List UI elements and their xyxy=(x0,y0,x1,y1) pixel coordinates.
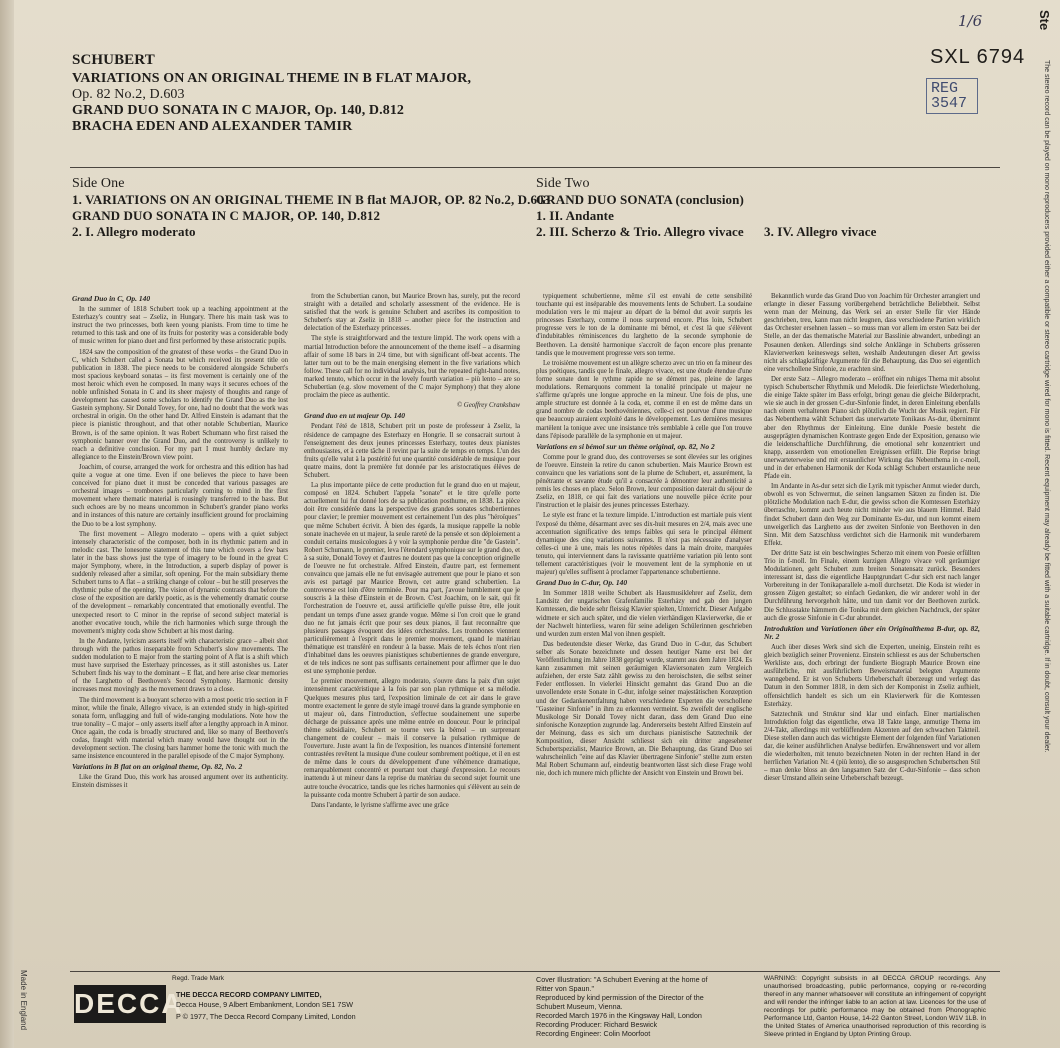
notes-heading: Grand duo en ut majeur Op. 140 xyxy=(304,411,406,421)
side-two-track-1: 1. II. Andante xyxy=(536,208,614,223)
credits xyxy=(536,975,756,1038)
notes-column-1 xyxy=(72,293,288,965)
side-two-title: GRAND DUO SONATA (conclusion) xyxy=(536,192,744,207)
credit-line: Cover Illustration: "A Schubert Evening at the home of xyxy=(536,975,708,984)
notes-column-2 xyxy=(304,293,520,965)
divider-bottom xyxy=(70,971,1000,972)
notes-paragraph: In the Andante, lyricism asserts itself with characteristic grace – albeit shot through with the pathos inseparable from Schubert's slow movements. The sudden modulation to E major from the starting point of A flat is a shift which must have surprised the Esterhazy princesses, as it still astonishes us. Later Schubert finds his way to the dominant – E flat, and here arise clear memories of the Larghetto of Beethoven's Second Symphony. Harmonic density increases most movingly as the movement draws to a close. xyxy=(72,637,288,694)
side-one-track-1: 1. VARIATIONS ON AN ORIGINAL THEME IN B flat MAJOR, OP. 82 No.2, D.603 xyxy=(72,192,551,207)
notes-heading: Introduktion und Variationen über ein Originalthema B-dur, op. 82, Nr. 2 xyxy=(764,623,980,641)
stamp-reg: REG xyxy=(931,80,959,97)
notes-heading: Grand Duo in C-dur, Op. 140 xyxy=(536,578,628,588)
notes-heading: Grand Duo in C, Op. 140 xyxy=(72,294,151,303)
sleeve-edge xyxy=(0,0,14,1048)
credit-line: Recording Producer: Richard Beswick xyxy=(536,1020,658,1029)
notes-paragraph: Le troisième mouvement est un allègre scherzo avec un trio en fa mineur des plus poétiques, tandis que le finale, allegro vivace, est une étude étendue d'une forme sonate dont le rythme rapide ne se dément pas, pleine de larges modulations. Remarquons comment la tonalité principale ut majeur ne s'affirme qu'après une longue approche en la mineur. Une fois de plus, une ample structure est donnée à la coda, et, comme il en est de même dans un grand nombre de codas beethovéniennes, celle-ci est pourvue d'une musique que beaucoup auraient exploité dans le développement. Les dernières mesures martèlent la tonique avec une insistance très semblable à celle que l'on trouve dans l'épisode parallèle de la symphonie en ut majeur. xyxy=(536,359,752,440)
title-line-2: Op. 82 No.2, D.603 xyxy=(72,87,185,102)
notes-paragraph: The third movement is a buoyant scherzo with a most poetic trio section in F minor, while the finale, Allegro vivace, is an extended study in high-spirited sonata form, unflagging and full of wide-ranging modulations. Note how the true tonality – C major – only asserts itself after a lengthy approach in A minor. Once again, the coda is broadly structured and, like so many of Beethoven's codas, fraught with material which many would have thought out in the development section. The closing bars hammer home the tonic with much the same insistence encountered in the parallel episode of the C major Symphony. xyxy=(72,696,288,761)
notes-paragraph: Satztechnik und Struktur sind klar und einfach. Einer martialischen Introduktion folgt das eigentliche, etwa 18 Takte lange, anmutige Thema im 2/4-Takt, allerdings mit verblüffendem Akzenten auf den schwachen Taktteil. Diese stellen dann auch das wichtigste Element der folgenden fünf Variationen dar, die keiner ausführlichen Analyse bedürfen. Erwähnenswert und vor allem die wiederholten, mit tenuto bezeichneten Noten in der rechten Hand in der herrlichen Variation Nr. 4 (più lento), die so ausgesprochen Schubertschen Stil – man denke bloss an den langsamen Satz der C-dur-Sinfonie – dass schon dieser Umstand allein seine Urheberschaft bezeugt. xyxy=(764,710,980,783)
divider-top xyxy=(70,167,1000,168)
notes-paragraph: The first movement – Allegro moderato – opens with a quiet subject intensely characteristic of the composer, both in its rhythmic pattern and in melodic cast. The lonesome statement of this tune which covers a few bars later in the bass shows just the type of imagery to be found in the great C major Symphony, where, in the Introduction, a superb display of power is suddenly released after a similar, soft opening. For the main subsidiary theme Schubert turns to A flat – a striking change of colour – but he still preserves the rhythmic pulse of the opening. The vision of dynamic contrasts that before the close of the exposition are darkly poetic, as is the vehemently dramatic course of the development – remarkably concentrated that emotionally eventful. The unexpected resort to C minor in the reprise of second subject material is another evocative touch, while the rich harmonies which surge through the movement's mighty coda show Schubert at his most daring. xyxy=(72,530,288,635)
side-one-label: Side One xyxy=(72,176,125,191)
handwritten-mark: 1/6 xyxy=(958,12,983,30)
notes-paragraph: Joachim, of course, arranged the work for orchestra and this edition has had quite a vogue at one time. Even if one believes the piece to have been conceived for piano duet it must be conceded that various passages are orchestral images – trombones particularly coming to mind in the first movement where thematic material is rousingly transferred to the bass. But such echoes are by no means uncommon in Schubert's grander piano works and in instances of this nature are certainly insufficient ground for proclaiming the Duo to be a lost symphony. xyxy=(72,463,288,528)
notes-paragraph: The style is straightforward and the texture limpid. The work opens with a martial Introduction before the announcement of the theme itself – a disarming affair of some 18 bars in 2/4 time, but with significant off-beat accents. The latter turn out to be the main energising element in the five variations which follow. These call for no individual analysis, but the repeated right-hand notes, marked tenuto, which occur in the lovely fourth variation – più lento – are so Schubertian (e.g. slow movement of the C major Symphony) that they alone proclaim the piece as authentic. xyxy=(304,335,520,400)
notes-paragraph: typiquement schubertienne, même s'il est envahi de cette sensibilité touchante qui est inséparable des mouvements lents de Schubert. La soudaine modulation vers le mi majeur au départ de la bémol dut avoir surpris les princesses Esterhazy, comme il nous surprend encore. Plus loin, Schubert progresse vers le ton de la dominante mi bémol, et c'est là que s'élèvent d'indubitables réminiscences du larghetto de la seconde symphonie de Beethoven. La densité harmonique s'accroît de façon encore plus prenante tandis que le mouvement progresse vers son terme. xyxy=(536,293,752,357)
side-two-track-3: 3. IV. Allegro vivace xyxy=(764,224,877,239)
company-address: Decca House, 9 Albert Embankment, London SE1 7SW xyxy=(176,1000,353,1009)
made-in-england: Made in England xyxy=(19,970,28,1031)
title-line-3: GRAND DUO SONATA IN C MAJOR, Op. 140, D.812 xyxy=(72,103,405,118)
notes-paragraph: La plus importante pièce de cette production fut le grand duo en ut majeur, composé en 1824. Schubert l'appela "sonate" et le titre qu'elle porte actuellement lui fut donné lors de sa publication posthume, en 1838. La pièce doit être considérée dans la perspective des grandes sonates schubertiennes pour clavier; le premier mouvement est certainement l'un des plus "héroïques" que même Schubert écrivit. À bien des égards, la musique rappelle la noble sonate inachevée en ut majeur, la seule rareté de la pensée et son déploiement a conduit certains musicologues à y voir la symphonie perdue dite "de Gastein". Robert Schumann, le premier, leva l'étendard symphonique sur le grand duo, et à sa suite, Donald Tovey et d'autres ne doutent pas que la conception originelle de l'oeuvre ne fut orchestrale. Alfred Einstein, d'autre part, est fermement convaincu que jamais elle ne fut envisagée autrement que pour le piano et son avis est partagé par Maurice Brown, cet autre grand schubertien. La controverse est loin d'être terminée. Pour ma part, j'avoue humblement que je souscris à la thèse d'Einstein et de Brown. C'est Joachim, on le sait, qui fit l'orchestration de l'oeuvre et, aussi artificielle qu'elle puisse être, elle jouit pendant un temps d'une assez grande vogue. Même si l'on croit que le grand duo ne fut jamais écrit que pour ses deux pianos, il faut reconnaître que plusieurs passages évoquent des idées orchestrales. Les trombones viennent particulièrement à l'esprit dans le premier mouvement, quand le matériau thématique est transféré en rondeur à la basse. Mais de tels échos n'ont rien d'inhabituel dans les oeuvres pianistiques schubertiennes de grande envergure, et de tels indices ne sont pas suffisants certainement pour affirmer que le duo est une symphonie perdue. xyxy=(304,482,520,676)
side-one-track-2-movement: 2. I. Allegro moderato xyxy=(72,224,196,239)
company-name: THE DECCA RECORD COMPANY LIMITED, xyxy=(176,990,322,999)
notes-paragraph: Le premier mouvement, allegro moderato, s'ouvre dans la paix d'un sujet intensément caractéristique à la fois par son plan rythmique et sa mélodie. Quelques mesures plus tard, l'exposition liminale de cet air dans le grave montre exactement le genre de style imagé trouvé dans la grande symphonie en ut majeur où, dans l'introduction, s'effectue soudainement une superbe décharge de puissance après une même entrée en douceur. Pour le principal thème subsidiaire, Schubert se tourne vers la bémol – un surprenant changement de couleur – mais il conserve la pulsation rythmique de l'ouverture. Juste avant la fin de l'exposition, les nuances d'intensité fortement contrastées revêtent la musique d'une couleur sombrement poétique, et il en est de même dans le cours du développement d'une véhémence dramatique, remarquablement concentré et pourtant tout chargé d'expression. Le recours inattendu à ut mineur dans la reprise du matériau du second sujet fournit une autre touche évocatrice, tandis que les riches harmonies qui s'élèvent au sein de la puissante coda montre Schubert à partir de son audace. xyxy=(304,678,520,799)
credit-line: Ritter von Spaun." xyxy=(536,984,595,993)
composer-name: SCHUBERT xyxy=(72,52,155,68)
registration-stamp xyxy=(926,78,978,114)
notes-paragraph: from the Schubertian canon, but Maurice Brown has, surely, put the record straight with a detailed and scholarly assessment of the evidence. He is satisfied that the work is genuine Schubert and ascribes its composition to Schubert's stay at Zseliz in 1818 – another piece for the instruction and delectation of the Esterhazy princesses. xyxy=(304,293,520,333)
copyright-line: P © 1977, The Decca Record Company Limited, London xyxy=(176,1012,356,1021)
stereo-note: The stereo record can be played on mono reproducers provided either a compatible or stereo cartridge wired for mono is fitted. Recent equipment may already be fitted with a suitable cartridge. If in doubt, consult your dealer. xyxy=(1043,60,1050,753)
side-one-track-2-title: GRAND DUO SONATA IN C MAJOR, OP. 140, D.812 xyxy=(72,208,381,223)
decca-logo: DECCA xyxy=(74,985,166,1023)
notes-paragraph: In the summer of 1818 Schubert took up a teaching appointment at the Esterhazy's country seat – Zseliz, in Hungary. There his main task was to instruct the two princesses, both keen young pianists. From time to time he returned to this task and one of its fruits for posterity was a considerable body of music written for piano duet and first performed by these aristocratic pupils. xyxy=(72,306,288,346)
notes-paragraph: Le style est franc et la texture limpide. L'introduction est martiale puis vient l'exposé du thème, désarmant avec ses dix-huit mesures en 2/4, mais avec une accentuation significative des temps faibles qui sera le principal élément dynamique des cinq variations suivantes. Il n'est pas nécessaire d'analyser celles-ci une à une, mais les notes répétées dans la main droite, marquées tenuto, qui interviennent dans la ravissante quatrième variation più lento sont tellement caractéristiques (voir le mouvement lent de la symphonie en ut majeur) qu'elles suffisent à proclamer l'appartenance schubertienne. xyxy=(536,512,752,577)
notes-column-3 xyxy=(536,293,752,965)
performers: BRACHA EDEN AND ALEXANDER TAMIR xyxy=(72,119,353,134)
notes-paragraph: Der erste Satz – Allegro moderato – eröffnet ein ruhiges Thema mit absolut typisch Schubertscher Rhythmik und Melodik. Die feierlichste Wiederholung, die einige Takte später im Bass erfolgt, bringt genau die gleiche Bilderpracht, wie sie auch in der grossen C-dur-Sinfonie findet, in deren Einleitung ebenfalls nach einem verhaltenen Piano sich plötzlich die Wucht der Musik regiert. Für das Nebenthema wählt Schubert das unerwartete Tonikaus As-dur, übernimmt aber den Rhythmus der Einleitung. Eine dunkle Poesie besteht die ausgeprägten dynamischen Kontraste gegen Ende der Exposition, genauso wie die leidenschaftliche Durchführung, die emotional sehr konzentriert und knapp, ausserdem von emotionellen Ereignissen erfüllt. Die Reprise bringt unerwarteterweise und mit erstaunlicher Wirkung das Nebenthema in c-moll, und in der erhabenen Harmonik der Koda schlägt Schubert erstaunliche neue Pfade ein. xyxy=(764,375,980,481)
notes-heading: Variations en si bémol sur un thème original, op. 82, No 2 xyxy=(536,441,715,451)
notes-paragraph: Im Sommer 1818 weilte Schubert als Hausmusiklehrer auf Zseliz, dem Landsitz der ungarischen Grafenfamilie Esterházy und gab den jungen Komtessen, die beide sehr fleissig Klavier spielten, Unterricht. Dieser Aufgabe widmete er sich auch später, und die vielen vierhändigen Klavierwerke, die er der Nachwelt hinterliess, waren für seine adeligen Schülerinnen geschrieben und wurden zum ersten Mal von ihnen gespielt. xyxy=(536,590,752,638)
notes-column-4 xyxy=(764,293,980,965)
notes-paragraph: Der dritte Satz ist ein beschwingtes Scherzo mit einem von Poesie erfüllten Trio in f-moll. Im Finale, einem kurzigen Allegro vivace voll geräumiger Modulationen, geht Schubert zum breiten Sonatensatz zurück. Besonders interessant ist, dass die eigentliche Hauptgrundart C-dur sich erst nach langer Vorbereitung in der Tonikaparallele a-moll durchsetzt. Die Koda ist wieder in grossen Zügen gestaltet; so einfach Gedanken, die wir anderer wohl in der Durchführung hervorgeholt hätte, und tun damit vor der Beethoven zurück. Die Schlusstakte hämmern die Tonika mit dem gleichen Nachdruck, der später auch die grosse Sinfonie in C-dur abrundet. xyxy=(764,549,980,622)
notes-paragraph: 1824 saw the composition of the greatest of these works – the Grand Duo in C, which Schubert called a Sonata but which received its present title on publication in 1838. The piece needs to be considered alongside Schubert's most spacious keyboard sonatas – its first movement is certainly one of the most heroic which even he composed. In many ways it secures echoes of the noble unfinished Sonata in C and its sheer majesty of thoughts and range of development has caused some scholars to identify the Grand Duo as the lost Gastein symphony. Sir Donald Tovey, for one, had no doubt that the work was orchestral in origin. On the other hand Dr. Alfred Einstein is adamant that the piece is pianistic throughout, and that other notable Schubertian, Maurice Brown, is of the same opinion. It was Robert Schumann who first raised the symphonic banner over the Grand Duo, and the controversy is unlikely to reach a definitive conclusion. For my part I must humbly declare my allegiance to the Einstein/Brown view point. xyxy=(72,348,288,461)
notes-paragraph: Like the Grand Duo, this work has aroused argument over its authenticity. Einstein dismisses it xyxy=(72,774,288,790)
side-two-label: Side Two xyxy=(536,176,590,191)
credit-line: Schubert Museum, Vienna. xyxy=(536,1002,623,1011)
notes-paragraph: Das bedeutendste dieser Werke, das Grand Duo in C-dur, das Schubert selber als Sonate bezeichnete und dessen heutiger Name erst bei der Veröffentlichung im Jahre 1838 geprägt wurde, stammt aus dem Jahre 1824. Es kann zusammen mit seinen geräumigen Klaviersonaten zum Vergleich aufziehen, der erste Satz zählt gewiss zu den heroischsten, die selbst seiner Feder entflossen. In vielerlei Hinsicht gemahnt das Grand Duo an die unvollendete erste Sonate in C-dur, infolge seiner majestätischen Konzeption und der Gedankenentfaltung haben verschiedene Experten die verschollene "Gasteiner Sinfonie" in ihm zu erkennen vermeint. So zweifelt der englische Musikologe Sir Donald Tovey nicht daran, dass dem Grand Duo eine sinfonische Konzeption zugrunde lag. Andererseits besteht Alfred Einstein auf der Meinung, dass es sich um durchaus pianistische Satztechnik der Komposition, dieser Ansicht schliesst sich ein dritter angesehener Schubertspezialist, Maurice Brown, an. Die Behauptung, das Grand Duo sei wahrscheinlich "eine auf das Klavier übertragene Sinfonie" stellte zum ersten Mal Robert Schumann auf, eindeutig beantworten lässt sich diese Frage wohl nie, doch ich munere mich pflichte der Ansicht von Einstein und Brown bei. xyxy=(536,640,752,778)
trade-mark-note: Regd. Trade Mark xyxy=(172,975,225,982)
notes-paragraph: Pendant l'été de 1818, Schubert prit un poste de professeur à Zseliz, la résidence de campagne des Esterhazy en Hongrie. Il se consacrait surtout à l'enseignement des deux jeunes princesses Esterhazy, toutes deux pianistes enthousiastes, et à cette tâche il revint par la suite de temps en temps. L'un des fruits qu'elle valut à la postérité fut une quantité considérable de musique pour quatre mains, dont la première fut donnée par les aristocratiques élèves de Schubert. xyxy=(304,423,520,479)
notes-paragraph: Dans l'andante, le lyrisme s'affirme avec une grâce xyxy=(311,801,449,809)
title-line-1: VARIATIONS ON AN ORIGINAL THEME IN B FLAT MAJOR, xyxy=(72,71,472,86)
credit-line: Reproduced by kind permission of the Director of the xyxy=(536,993,704,1002)
notes-paragraph: Bekanntlich wurde das Grand Duo von Joachim für Orchester arrangiert und erlangte in dieser Fassung vorübergehend beträchtliche Beliebtheit. Selbst wenn man der Meinung, das Werk sei an erster Stelle für vier Hände geschrieben, treu, kann man nicht leugnen, dass verschiedene Partien wirklich das Orchester ersehnen lassen – so muss man vor allem im ersten Satz bei der Stelle, an der das thematische Material zur Basslinie abwandert, unbedingt an Posaunen denken. Allerdings sind solche Anklänge in Schuberts grösseren Klavierwerken keineswegs selten, weshalb Andeutungen dieser Art gewiss nicht als schlagkräftige Argumente für die Behauptung, das Duo sei eigentlich eine verschollene Sinfonie, zu erachten sind. xyxy=(764,293,980,373)
notes-heading: Variations in B flat on an original theme, Op. 82, No. 2 xyxy=(72,762,243,772)
credit-line: Recording Engineer: Colin Moorfoot xyxy=(536,1029,651,1038)
edge-text: Ste xyxy=(1037,10,1052,31)
credit-line: Recorded March 1976 in the Kingsway Hall, London xyxy=(536,1011,702,1020)
side-two-track-2: 2. III. Scherzo & Trio. Allegro vivace xyxy=(536,224,744,239)
copyright-warning: WARNING: Copyright subsists in all DECCA GROUP recordings. Any unauthorised broadcasting, public performance, copying or re-recording thereof in any manner whatsoever will constitute an infringement of copyright and will render the infringer liable to an action at law. Licences for the use of recordings for public performance may be obtained from Phonographic Performance Ltd, Ganton House, 14-22 Ganton Street, London W1V 1LB. In the United States of America unauthorised reproduction of this recording is xyxy=(764,975,986,1030)
notes-paragraph: Comme pour le grand duo, des controverses se sont élevées sur les origines de l'oeuvre. Einstein la retire du canon schubertien. Mais Maurice Brown est convaincu que les variations sont de la plume de Schubert, et, assurément, la pénétrante et savante étude qu'il a consacrée à démontrer leur authenticité a remis les choses en place. Selon Brown, leur composition daterait du séjour de Zseliz, en 1818, ce qui fait des variations une nouvelle pièce écrite pour l'instruction et le plaisir des jeunes princesses Esterhazy. xyxy=(536,453,752,510)
notes-signature: © Geoffrey Crankshaw xyxy=(456,402,520,410)
stamp-number: 3547 xyxy=(931,95,968,112)
notes-paragraph: Auch über dieses Werk sind sich die Experten, uneinig, Einstein reiht es gleich bezüglich seiner Provenienz. Einstein schliesst es aus der Schubertschen Werkliste aus, doch erbringt der fundierte Biograph Maurice Brown eine ausführliche, mit ausführlichem Beweismaterial belegten Argumente wanngebend. Er ist von Schuberts Urheberschaft überzeugt und verlegt das Datum in den Sommer 1818, in dem sich der Komponist in Zseliz aufhielt, offensichtlich handelt es sich um ein Klavierwerk für die Komtessen Esterházy. xyxy=(764,643,980,708)
notes-paragraph: Im Andante in As-dur setzt sich die Lyrik mit typischer Anmut wieder durch, obwohl es von Schwermut, die seinen langsamen Sätzen zu finden ist. Die plötzliche Modulation nach E-dur, die gewiss schon die Komtessen Esterházy überraschte, kommt auch heute nicht minder wie aus blauem Himmel. Bald findet Schubert dann den Weg zur Dominante Es-dur, und nun kommt einem unweigerlich das Larghetto aus der zweiten Sinfonie von Beethoven in den Sinn. Mit dem Satzschluss verdichtet sich die Harmonik mit wunderbarem Effekt. xyxy=(764,483,980,547)
catalog-number: SXL 6794 xyxy=(930,46,1026,68)
sleeve-printer: Sleeve printed in England by Upton Printing Group. xyxy=(764,1031,912,1038)
